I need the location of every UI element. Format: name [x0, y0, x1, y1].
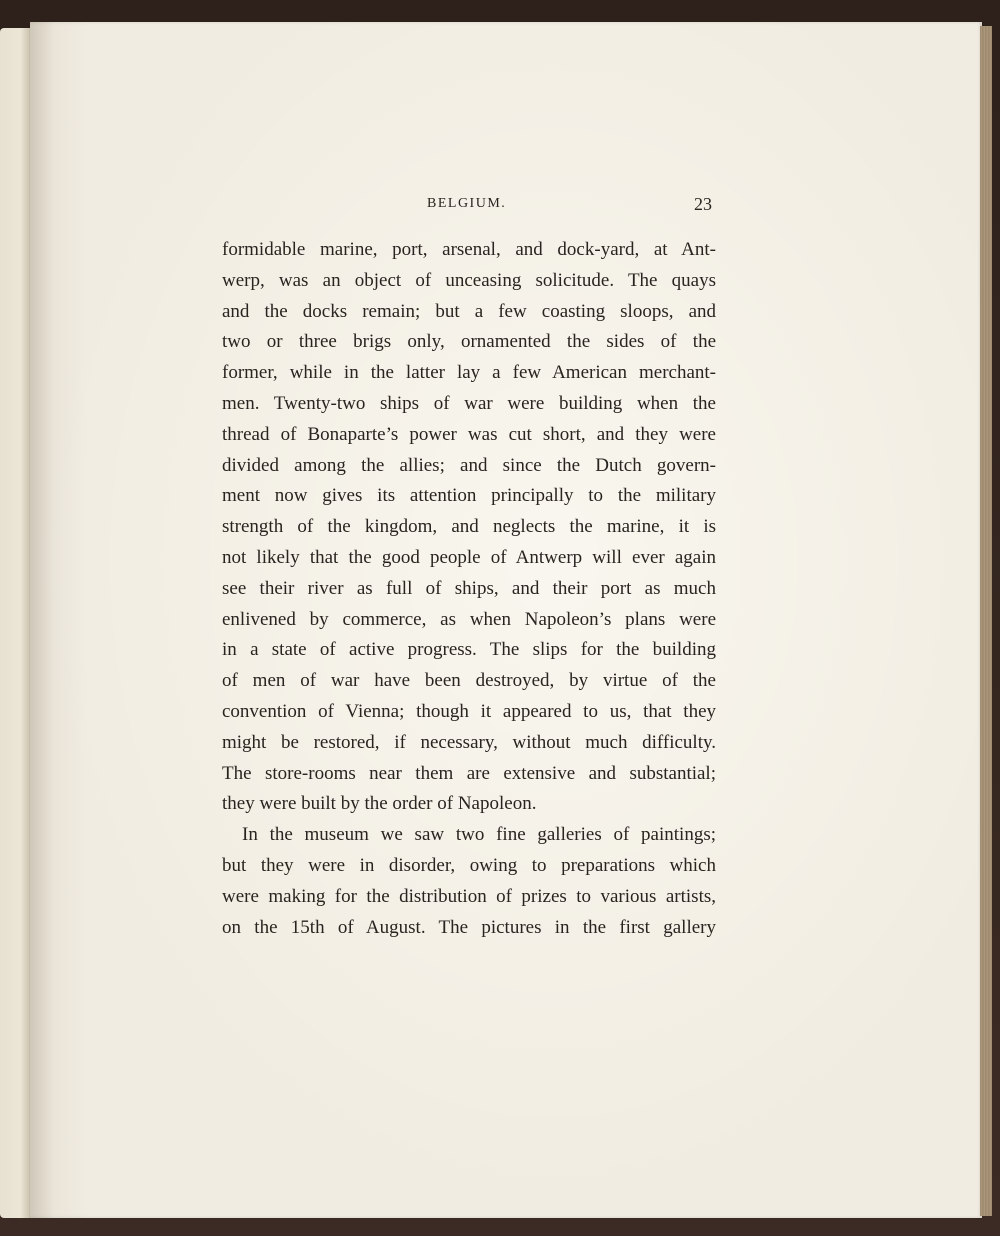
- text-line: and the docks remain; but a few coasting sloops, and: [222, 300, 716, 322]
- text-line: see their river as full of ships, and their port as much: [222, 577, 716, 599]
- text-line: on the 15th of August. The pictures in the first gallery: [222, 916, 716, 938]
- text-line: two or three brigs only, ornamented the sides of the: [222, 331, 716, 353]
- text-line: might be restored, if necessary, without much difficulty.: [222, 731, 716, 753]
- text-line: were making for the distribution of prizes to various artists,: [222, 885, 716, 907]
- text-line: ment now gives its attention principally to the military: [222, 485, 716, 507]
- text-line: convention of Vienna; though it appeared to us, that they: [222, 700, 716, 722]
- text-line: in a state of active progress. The slips for the building: [222, 639, 716, 661]
- text-line: not likely that the good people of Antwerp will ever again: [222, 546, 716, 568]
- text-line: formidable marine, port, arsenal, and dock-yard, at Ant-: [222, 239, 716, 260]
- running-head-title: BELGIUM.: [427, 196, 507, 211]
- text-line: werp, was an object of unceasing solicitude. The quays: [222, 269, 716, 291]
- page-number: 23: [694, 194, 712, 214]
- text-line: former, while in the latter lay a few American merchant-: [222, 362, 716, 384]
- text-line: enlivened by commerce, as when Napoleon’s plans were: [222, 608, 716, 630]
- text-line: In the museum we saw two fine galleries of paintings;: [242, 824, 716, 846]
- text-line: strength of the kingdom, and neglects the marine, it is: [222, 516, 716, 538]
- text-line: thread of Bonaparte’s power was cut short, and they were: [222, 423, 716, 445]
- text-line: of men of war have been destroyed, by virtue of the: [222, 670, 716, 692]
- body-text: [222, 235, 716, 943]
- text-line: divided among the allies; and since the Dutch govern-: [222, 454, 716, 476]
- previous-page-edge: [0, 28, 34, 1218]
- text-line: they were built by the order of Napoleon.: [222, 793, 537, 815]
- page-fore-edge: [980, 26, 992, 1216]
- text-line: men. Twenty-two ships of war were building when the: [222, 392, 716, 414]
- running-head: [222, 196, 712, 220]
- text-line: but they were in disorder, owing to preparations which: [222, 854, 716, 876]
- text-line: The store-rooms near them are extensive and substantial;: [222, 762, 716, 784]
